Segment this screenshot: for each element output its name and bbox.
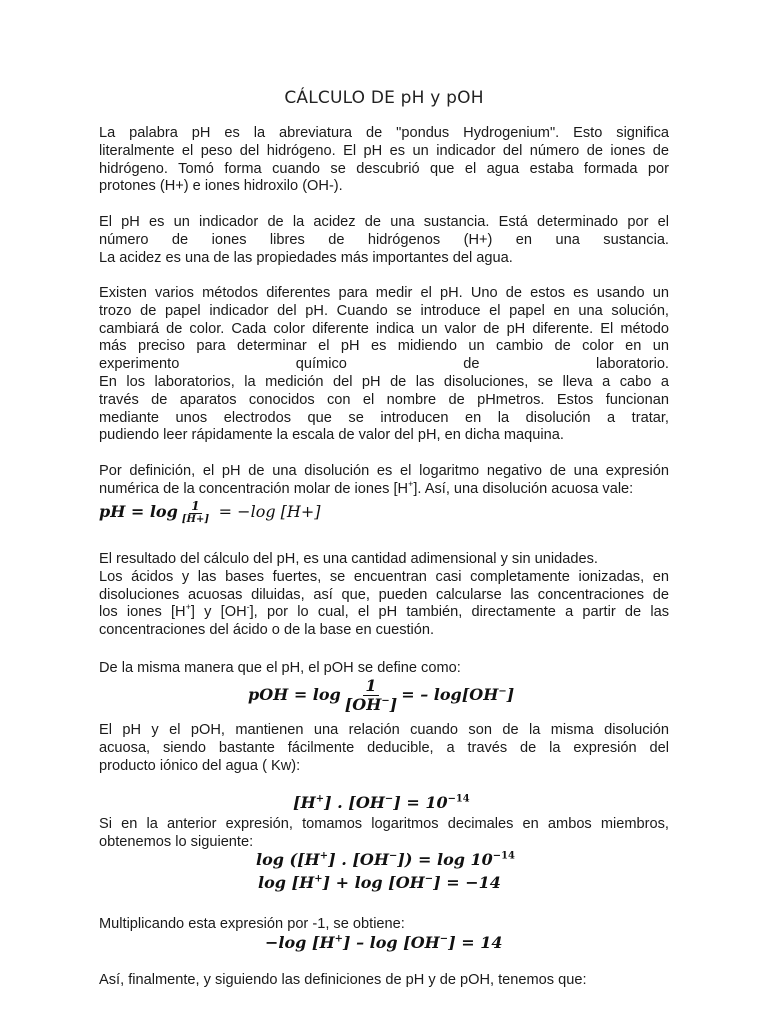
paragraph-resultado	[99, 551, 669, 640]
equation-ph: pH = log $\frac{1}{[H+]}$ = −log [H+]	[99, 499, 321, 525]
equation-log-kw: log ([H+] . $[OH^-]) = \log 10^{-14}$	[256, 850, 515, 869]
text-line: través de aparatos conocidos con el nombre de pHmetros. Estos funcionan	[99, 391, 669, 408]
paragraph-logaritmos	[99, 816, 669, 852]
text-line: La palabra pH es la abreviatura de "pondus Hydrogenium". Esto significa	[99, 125, 669, 141]
equation-poh: pOH = log $\frac{1}{[OH^-]}$ = – log[OH−]	[248, 676, 515, 714]
text-line: los iones [H+] y [OH-], por lo cual, el pH también, directamente a partir de las	[99, 602, 670, 621]
text-line: acuosa, siendo bastante fácilmente deducible, a través de la expresión del	[99, 739, 669, 756]
text-line: protones (H+) e iones hidroxilo (OH-).	[99, 178, 343, 195]
paragraph-poh-intro	[99, 660, 669, 678]
text-line: mediante unos electrodos que se introducen en la disolución a tratar,	[99, 409, 669, 426]
text-line: experimento químico de laboratorio.	[99, 356, 669, 373]
text-line: número de iones libres de hidrógenos (H+) en una sustancia.	[99, 231, 669, 248]
text-line: obtenemos lo siguiente:	[99, 833, 254, 850]
text-line: Los ácidos y las bases fuertes, se encuentran casi completamente ionizadas, en	[99, 568, 669, 585]
text-line: más preciso para determinar el pH es midiendo un cambio de color en un	[99, 338, 669, 355]
text-line: La acidez es una de las propiedades más importantes del agua.	[99, 249, 513, 266]
text-line: Existen varios métodos diferentes para medir el pH. Uno de estos es usando un	[99, 285, 669, 301]
text-line: El resultado del cálculo del pH, es una cantidad adimensional y sin unidades.	[99, 551, 598, 567]
paragraph-finalmente	[99, 972, 669, 990]
text-line: disoluciones acuosas diluidas, así que, pueden calcularse las concentraciones de	[99, 586, 669, 603]
text-line: El pH y el pOH, mantienen una relación cuando son de la misma disolución	[99, 722, 669, 738]
text-line: concentraciones del ácido o de la base en cuestión.	[99, 622, 435, 639]
paragraph-metodos	[99, 285, 669, 445]
equation-log-sum: log [H+] + log [OH−] = −14	[258, 873, 501, 892]
paragraph-definicion	[99, 463, 669, 499]
text-line: hidrógeno. Tomó forma cuando se descubrió que el agua estaba formada por	[99, 160, 669, 177]
document-title: CÁLCULO DE pH y pOH	[284, 88, 484, 108]
text-line: Multiplicando esta expresión por -1, se obtiene:	[99, 916, 405, 932]
text-line: cambiará de color. Cada color diferente indica un valor de pH diferente. El método	[99, 320, 669, 337]
text-line: numérica de la concentración molar de iones [H+]. Así, una disolución acuosa vale:	[99, 478, 634, 497]
text-line: trozo de papel indicador del pH. Cuando se introduce el papel en una solución,	[99, 302, 669, 319]
paragraph-intro	[99, 125, 669, 196]
text-line: Por definición, el pH de una disolución es el logaritmo negativo de una expresión	[99, 463, 669, 479]
text-line: El pH es un indicador de la acidez de una sustancia. Está determinado por el	[99, 214, 669, 230]
text-line: En los laboratorios, la medición del pH de las disoluciones, se lleva a cabo a	[99, 373, 669, 390]
text-line: pudiendo leer rápidamente la escala de valor del pH, en dicha maquina.	[99, 427, 564, 444]
paragraph-acidez	[99, 214, 669, 267]
text-line: producto iónico del agua ( Kw):	[99, 757, 301, 774]
text-line: De la misma manera que el pH, el pOH se define como:	[99, 660, 461, 676]
paragraph-multiplicando	[99, 916, 669, 934]
equation-kw: [H+] . $[OH^-] = 10^{-14}$	[293, 793, 470, 812]
equation-negative-log: −log [H+] – log [OH−] = 14	[265, 933, 503, 952]
text-line: Si en la anterior expresión, tomamos logaritmos decimales en ambos miembros,	[99, 816, 669, 832]
text-line: literalmente el peso del hidrógeno. El pH es un indicador del número de iones de	[99, 142, 669, 159]
text-line: Así, finalmente, y siguiendo las definiciones de pH y de pOH, tenemos que:	[99, 972, 587, 988]
paragraph-relacion	[99, 722, 669, 775]
